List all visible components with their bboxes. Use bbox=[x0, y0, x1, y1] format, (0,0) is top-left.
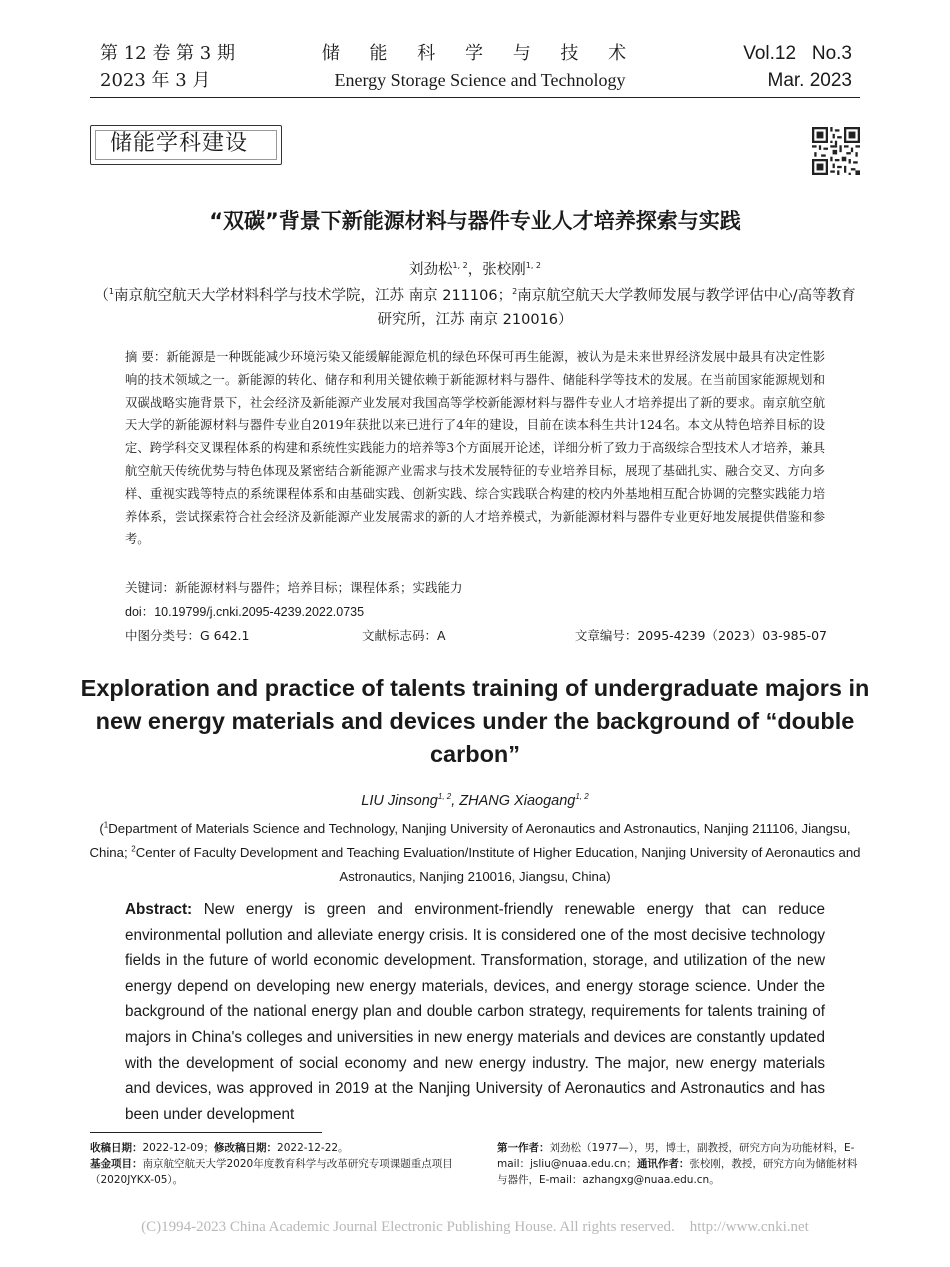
author-separator-cn: ， bbox=[467, 262, 483, 278]
affil-2-cn: 南京航空航天大学教师发展与教学评估中心/高等教育研究所，江苏 南京 210016） bbox=[377, 288, 856, 328]
author-2-en: ZHANG Xiaogang bbox=[459, 793, 576, 809]
footnote-rule bbox=[90, 1132, 322, 1133]
author-separator-en: , bbox=[451, 793, 460, 809]
qr-code-icon[interactable] bbox=[812, 127, 860, 175]
document-code: 文献标志码：A bbox=[362, 628, 446, 643]
affil-1-marker-cn: 1 bbox=[108, 287, 115, 297]
date-en: Mar. 2023 bbox=[767, 70, 852, 91]
authors-en bbox=[90, 793, 860, 809]
title-cn: “双碳”背景下新能源材料与器件专业人才培养探索与实践 bbox=[209, 209, 741, 233]
issue-info-en bbox=[743, 40, 852, 94]
corresponding-author-text: 张校刚，教授，研究方向为储能材料与器件，E-mail：azhangxg@nuaa.edu.cn。 bbox=[497, 1158, 858, 1186]
first-author-text: 刘劲松（1977—），男，博士，副教授，研究方向为功能材料，E-mail：jsliu@nuaa.edu.cn； bbox=[497, 1142, 855, 1170]
author-2-en-affil: 1, 2 bbox=[575, 792, 589, 802]
journal-name bbox=[300, 40, 660, 94]
article-number: 文章编号：2095-4239（2023）03-985-07 bbox=[574, 628, 827, 643]
author-2-cn: 张校刚 bbox=[482, 262, 526, 278]
footnote-left bbox=[90, 1140, 470, 1188]
author-1-cn: 刘劲松 bbox=[408, 262, 453, 278]
abstract-cn-label: 摘 要： bbox=[125, 350, 167, 364]
author-1-en-affil: 1, 2 bbox=[437, 792, 452, 802]
doi-link[interactable]: 10.19799/j.cnki.2095-4239.2022.0735 bbox=[154, 605, 365, 619]
volume-issue-cn: 第 12 卷 第 3 期 bbox=[100, 43, 235, 64]
header-rule bbox=[90, 97, 860, 98]
volume-issue-en: Vol.12 No.3 bbox=[743, 43, 852, 64]
abstract-cn-text: 新能源是一种既能减少环境污染又能缓解能源危机的绿色环保可再生能源，被认为是未来世界经济发展中最具有决定性影响的技术领域之一。新能源的转化、储存和利用关键依赖于新能源材料与器件、储能科学等技术的发展。在当前国家能源规划和双碳战略实施背景下，社会经济及新能源产业发展对我国高等学校新能源材料与器件专业人才培养提出了新的要求。南京航空航天大学的新能源材料与器件专业自2019年获批以来已进行了4年的建设，目前在读本科生共计124名。本文从特色培养目标的设定、跨学科交叉课程体系的构建和系统性实践能力的培养等3个方面展开论述，详细分析了致力于高级综合型技术人才培养，兼具航空航天传统优势与特色体现及紧密结合新能源产业需求与技术发展特征的专业培养目标，展现了基础扎实、融合交叉、方向多样、重视实践等特点的系统课程体系和由基础实践、创新实践、综合实践联合构建的校内外基地相互配合协调的完整实践能力培养体系，尝试探索符合社会经济及新能源产业发展需求的新的人才培养模式，为新能源材料与器件专业更好地发展提供借鉴和参考。 bbox=[125, 350, 825, 547]
affil-open-paren-cn: （ bbox=[94, 288, 109, 304]
authors-cn bbox=[90, 258, 860, 279]
affil-1-cn: 南京航空航天大学材料科学与技术学院，江苏 南京 211106； bbox=[114, 288, 513, 304]
affil-2-marker-cn: 2 bbox=[512, 287, 518, 297]
keywords-cn-label: 关键词： bbox=[125, 580, 176, 595]
footnote-right bbox=[497, 1140, 862, 1188]
section-label: 储能学科建设 bbox=[110, 131, 249, 156]
affil-1-marker-en: 1 bbox=[103, 820, 109, 830]
author-2-cn-affil: 1, 2 bbox=[525, 261, 542, 271]
fund-text: 南京航空航天大学2020年度教育科学与改革研究专项课题重点项目（2020JYKX-05）。 bbox=[90, 1158, 453, 1186]
keywords-cn bbox=[125, 578, 463, 596]
received-label: 收稿日期： bbox=[90, 1142, 143, 1154]
footnote-fund bbox=[90, 1156, 470, 1188]
author-1-cn-affil: 1, 2 bbox=[452, 261, 468, 271]
corresponding-author-label: 通讯作者： bbox=[636, 1158, 690, 1170]
journal-name-en: Energy Storage Science and Technology bbox=[334, 70, 626, 90]
affiliations-cn bbox=[90, 284, 860, 332]
keywords-cn-text: 新能源材料与器件；培养目标；课程体系；实践能力 bbox=[175, 580, 463, 595]
first-author-label: 第一作者： bbox=[497, 1142, 550, 1154]
affiliations-en bbox=[80, 817, 870, 889]
affil-2-en: Center of Faculty Development and Teaching Evaluation/Institute of Higher Education, Nanjing University of Aeronautics and Astronautics, Nanjing 210016, Jiangsu, China) bbox=[135, 845, 861, 884]
date-cn: 2023 年 3 月 bbox=[100, 70, 211, 91]
title-en: Exploration and practice of talents training of undergraduate majors in new energy materials and devices under the background of “double carbon” bbox=[80, 675, 870, 767]
journal-name-cn: 储 能 科 学 与 技 术 bbox=[321, 43, 639, 64]
received-date: 2022-12-09； bbox=[142, 1142, 215, 1154]
abstract-cn bbox=[125, 346, 825, 551]
affil-2-marker-en: 2 bbox=[131, 844, 136, 854]
doi bbox=[125, 602, 364, 620]
fund-label: 基金项目： bbox=[90, 1158, 143, 1170]
affil-open-paren-en: ( bbox=[99, 821, 104, 836]
affil-1-en: Department of Materials Science and Technology, Nanjing University of Aeronautics and Astronautics, Nanjing 211106, Jiangsu, China; bbox=[89, 821, 851, 860]
clc-number: 中图分类号：G 642.1 bbox=[125, 628, 250, 643]
author-1-en: LIU Jinsong bbox=[361, 793, 438, 809]
abstract-en-label: Abstract: bbox=[125, 901, 193, 918]
issue-info-cn bbox=[100, 40, 235, 94]
footnote-dates bbox=[90, 1140, 470, 1156]
abstract-en bbox=[125, 897, 825, 1127]
doi-label: doi： bbox=[125, 605, 155, 619]
revised-date: 2022-12-22。 bbox=[277, 1142, 349, 1154]
abstract-en-text: New energy is green and environment-friendly renewable energy that can reduce environmental pollution and alleviate energy crisis. It is considered one of the most decisive technology fields in the future of world economic development. Transformation, storage, and utilization of the new energy depend on developing new energy materials, devices, and energy storage science. Under the background of the national energy plan and double carbon strategy, requirements for talents training of majors in China's colleges and universities in new energy materials and devices are constantly updated with the development of social economy and new energy industry. The major, new energy materials and devices, was approved in 2019 at the Nanjing University of Aeronautics and Astronautics and has been under development bbox=[125, 901, 825, 1123]
copyright-notice: (C)1994-2023 China Academic Journal Electronic Publishing House. All rights reserved. http://www.cnki.net bbox=[141, 1219, 809, 1235]
revised-label: 修改稿日期： bbox=[214, 1142, 278, 1154]
